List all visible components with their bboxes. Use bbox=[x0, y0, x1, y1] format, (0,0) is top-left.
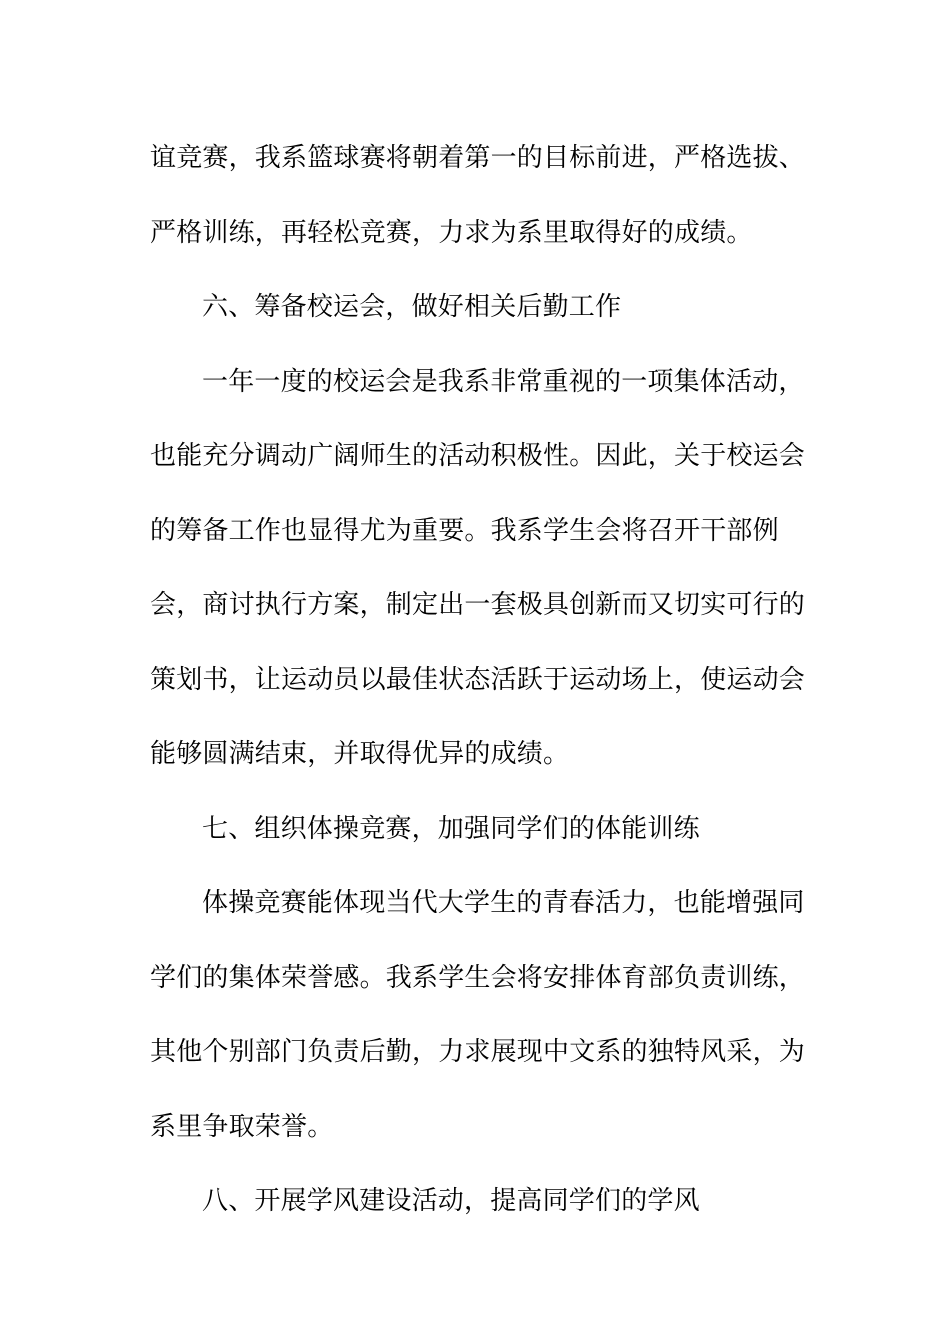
body-line: 系里争取荣誉。 bbox=[150, 1111, 334, 1142]
document-body bbox=[150, 121, 806, 1239]
section-heading: 八、开展学风建设活动，提高同学们的学风 bbox=[202, 1186, 700, 1216]
body-line: 会，商讨执行方案，制定出一套极具创新而又切实可行的 bbox=[150, 590, 806, 620]
body-line: 策划书，让运动员以最佳状态活跃于运动场上，使运动会 bbox=[150, 664, 806, 695]
body-line: 其他个别部门负责后勤，力求展现中文系的独特风采，为 bbox=[150, 1037, 806, 1067]
body-line: 能够圆满结束，并取得优异的成绩。 bbox=[150, 739, 570, 769]
section-heading: 七、组织体操竞赛，加强同学们的体能训练 bbox=[202, 813, 700, 844]
body-line: 的筹备工作也显得尤为重要。我系学生会将召开干部例 bbox=[150, 515, 779, 546]
body-line: 学们的集体荣誉感。我系学生会将安排体育部负责训练， bbox=[150, 962, 806, 993]
section-heading: 六、筹备校运会，做好相关后勤工作 bbox=[202, 292, 622, 322]
paragraph-first-line: 体操竞赛能体现当代大学生的青春活力，也能增强同 bbox=[202, 888, 805, 918]
body-line: 谊竞赛，我系篮球赛将朝着第一的目标前进，严格选拔、 bbox=[150, 143, 806, 173]
body-line: 也能充分调动广阔师生的活动积极性。因此，关于校运会 bbox=[150, 441, 806, 471]
body-line: 严格训练，再轻松竞赛，力求为系里取得好的成绩。 bbox=[150, 217, 753, 248]
paragraph-first-line: 一年一度的校运会是我系非常重视的一项集体活动， bbox=[202, 366, 805, 397]
